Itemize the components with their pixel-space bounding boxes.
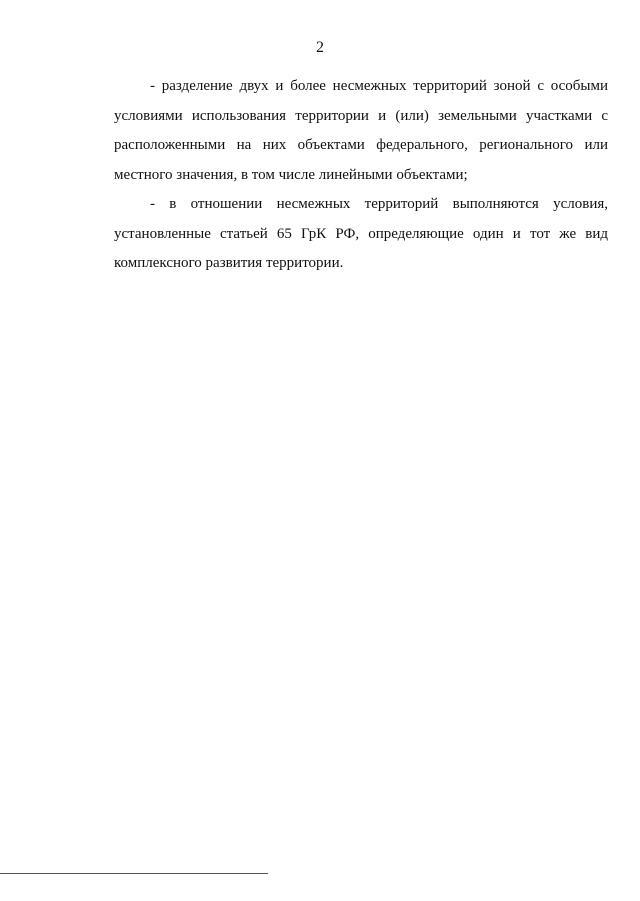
- bottom-rule: [0, 873, 268, 874]
- paragraph-separation-condition: - разделение двух и более несмежных территорий зоной с особыми условиями использования территории и (или) земельными участками с расположенными на них объектами федерального, регионального или местного значения, в том числе линейными объектами;: [114, 78, 608, 183]
- page-number: 2: [316, 39, 324, 56]
- document-body: [114, 72, 608, 279]
- paragraph-conditions-fulfilled: - в отношении несмежных территорий выполняются условия, установленные статьей 65 ГрК РФ, определяющие один и тот же вид комплексного развития территории.: [114, 196, 608, 271]
